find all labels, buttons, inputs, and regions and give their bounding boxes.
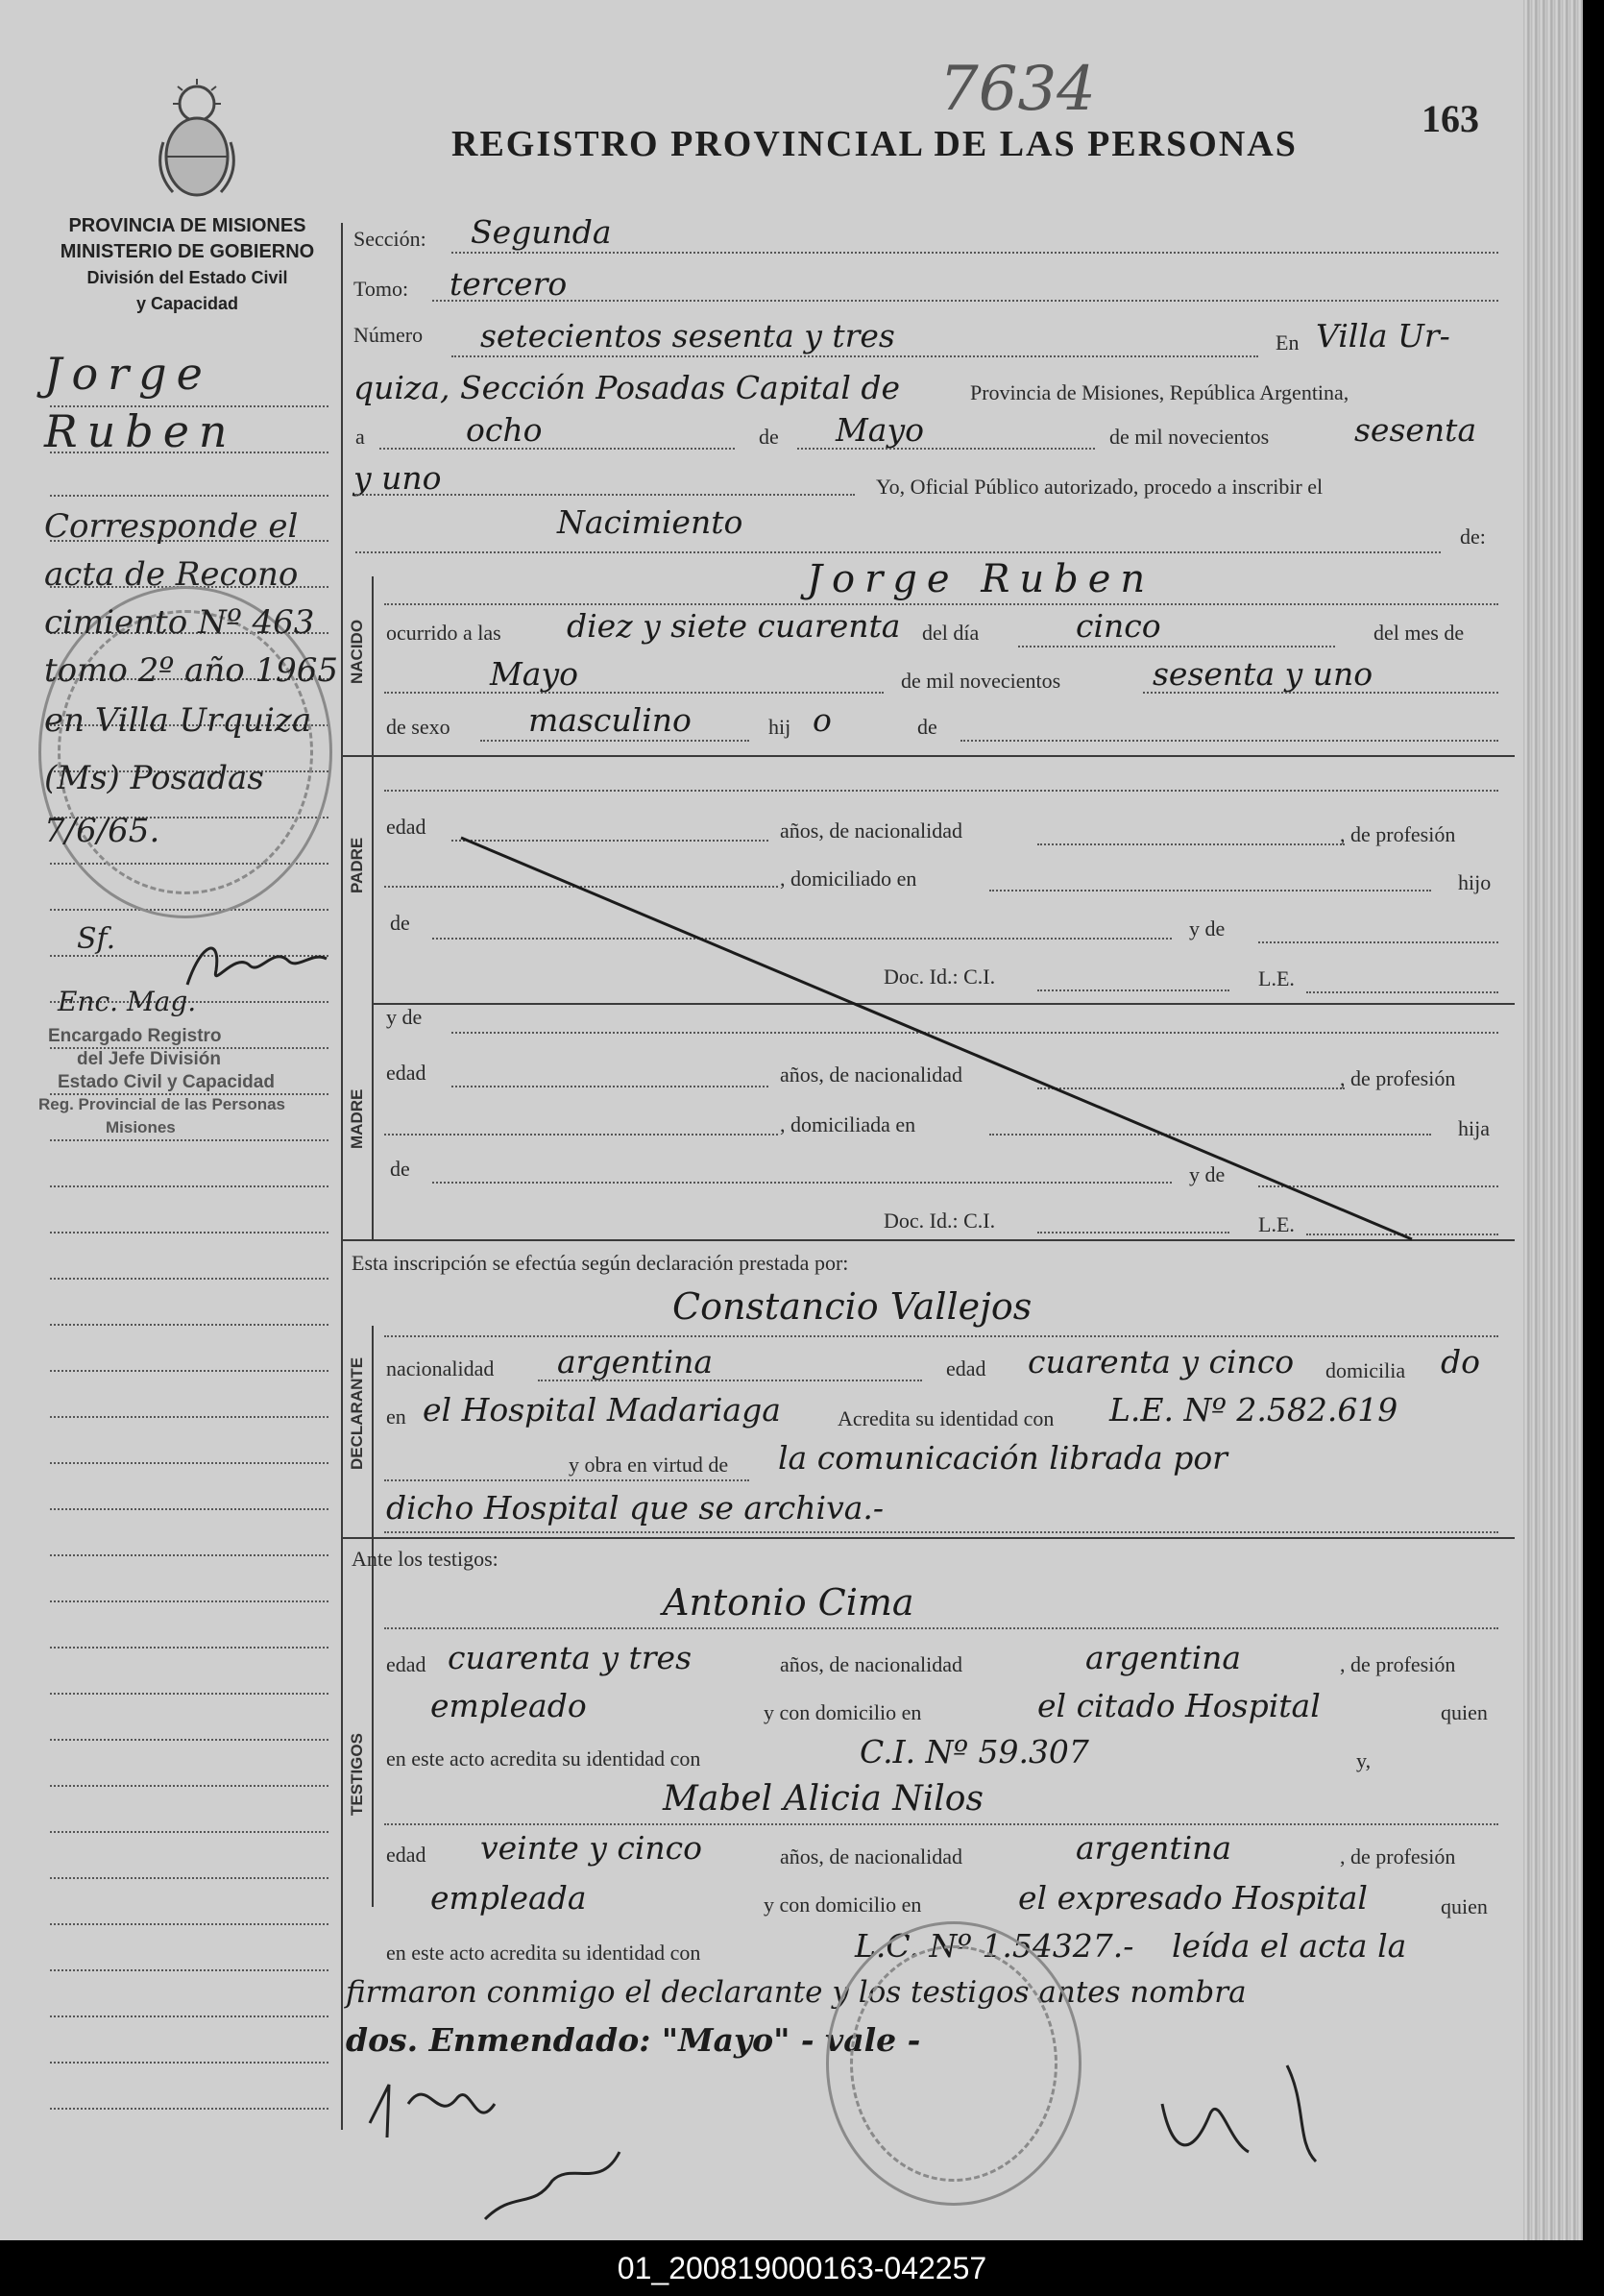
margin-stamp-2: del Jefe División bbox=[77, 1049, 221, 1069]
t1-prof-value: empleado bbox=[430, 1687, 587, 1724]
cierre-2: firmaron conmigo el declarante y los testigos antes nombra bbox=[346, 1975, 1247, 2010]
t2-quien-label: quien bbox=[1441, 1894, 1488, 1918]
seccion-value: Segunda bbox=[471, 213, 612, 251]
t2-doc-value: L.C. Nº 1.54327.- bbox=[855, 1927, 1134, 1965]
del-mes-label: del mes de bbox=[1373, 621, 1465, 645]
declarante-name: Constancio Vallejos bbox=[672, 1285, 1033, 1328]
obra-value-2: dicho Hospital que se archiva.- bbox=[386, 1489, 885, 1527]
padre-edad-label: edad bbox=[386, 815, 426, 839]
margin-sig-abbrev-2: Enc. Mag. bbox=[58, 986, 197, 1017]
margin-stamp-1: Encargado Registro bbox=[48, 1026, 222, 1046]
en-value-2: quiza, Sección Posadas Capital de bbox=[353, 369, 901, 406]
nacido-divider bbox=[343, 755, 1515, 757]
organization-block bbox=[38, 213, 336, 317]
padre-de-label: de bbox=[390, 911, 410, 935]
testigos-intro: Ante los testigos: bbox=[352, 1547, 498, 1571]
mil-label: de mil novecientos bbox=[1109, 425, 1270, 449]
en-value: Villa Ur- bbox=[1316, 317, 1450, 354]
nacionalidad-label: nacionalidad bbox=[386, 1356, 495, 1380]
form-left-border bbox=[341, 223, 343, 2130]
t1-acredita-label: en este acto acredita su identidad con bbox=[386, 1746, 701, 1771]
madre-de-label: de bbox=[390, 1157, 410, 1181]
nacionalidad-value: argentina bbox=[557, 1343, 714, 1380]
t1-edad-label: edad bbox=[386, 1652, 426, 1676]
madre-hija-label: hija bbox=[1458, 1116, 1490, 1140]
numero-label: Número bbox=[353, 323, 424, 347]
sexo-value: masculino bbox=[528, 701, 692, 739]
t2-edad-value: veinte y cinco bbox=[480, 1829, 703, 1867]
margin-stamp-3: Estado Civil y Capacidad bbox=[58, 1072, 275, 1092]
footer-caption: 01_200819000163-042257 bbox=[0, 2240, 1604, 2296]
nombre-value: Jorge Ruben bbox=[807, 557, 1155, 601]
cancel-strike bbox=[451, 826, 1422, 1249]
nac-de-label: de bbox=[917, 715, 937, 739]
dec-en-label: en bbox=[386, 1404, 406, 1429]
sexo-label: de sexo bbox=[386, 715, 450, 739]
t2-dom-value: el expresado Hospital bbox=[1018, 1879, 1368, 1917]
margin-sig-abbrev-1: Sf. bbox=[77, 922, 116, 956]
cierre-3: dos. Enmendado: "Mayo" - vale - bbox=[346, 2021, 921, 2059]
madre-le-label: L.E. bbox=[1258, 1212, 1295, 1236]
margin-note-3: cimiento Nº 463 bbox=[44, 603, 315, 642]
margin-note-7: 7/6/65. bbox=[44, 812, 160, 850]
obra-value: la comunicación librada por bbox=[778, 1439, 1227, 1477]
madre-domiciliada-label: , domiciliada en bbox=[780, 1112, 916, 1136]
declarante-side-label: DECLARANTE bbox=[348, 1356, 366, 1470]
madre-yde-top-label: y de bbox=[386, 1005, 423, 1029]
t2-acredita-label: en este acto acredita su identidad con bbox=[386, 1941, 701, 1965]
t1-nac-value: argentina bbox=[1085, 1639, 1242, 1676]
domicilia-value: do bbox=[1441, 1343, 1480, 1380]
en-label: En bbox=[1276, 330, 1300, 354]
official-seal-inner bbox=[850, 1945, 1057, 2182]
margin-name-1: Jorge bbox=[44, 348, 212, 400]
org-line1: PROVINCIA DE MISIONES bbox=[68, 215, 306, 236]
testigo2-name: Mabel Alicia Nilos bbox=[663, 1779, 984, 1819]
t1-anios-label: años, de nacionalidad bbox=[780, 1652, 962, 1676]
padre-hijo-label: hijo bbox=[1458, 870, 1492, 894]
a-value: ocho bbox=[466, 411, 543, 449]
hora-value: diez y siete cuarenta bbox=[567, 607, 901, 645]
margin-note-6: (Ms) Posadas bbox=[44, 759, 264, 797]
testigos-side-label: TESTIGOS bbox=[348, 1733, 366, 1816]
declarante-divider bbox=[343, 1537, 1515, 1539]
padre-profesion-label: , de profesión bbox=[1340, 822, 1456, 846]
tomo-label: Tomo: bbox=[353, 277, 409, 301]
t2-edad-label: edad bbox=[386, 1843, 426, 1867]
acto-value: Nacimiento bbox=[557, 503, 743, 541]
nac-mes-value: Mayo bbox=[490, 655, 578, 693]
org-line4: y Capacidad bbox=[135, 294, 239, 313]
stamped-number: 7634 bbox=[939, 54, 1096, 125]
margin-note-4: tomo 2º año 1965 bbox=[44, 651, 339, 690]
madre-yde-label: y de bbox=[1189, 1162, 1226, 1186]
t1-domicilio-label: y con domicilio en bbox=[764, 1700, 922, 1724]
margin-stamp-5: Misiones bbox=[106, 1118, 176, 1136]
t1-edad-value: cuarenta y tres bbox=[448, 1639, 693, 1676]
tomo-value: tercero bbox=[450, 265, 568, 303]
dec-edad-label: edad bbox=[946, 1356, 986, 1380]
anio-value-2: y uno bbox=[353, 459, 442, 497]
coat-of-arms-icon bbox=[154, 75, 240, 200]
ocurrido-label: ocurrido a las bbox=[386, 621, 501, 645]
dec-edad-value: cuarenta y cinco bbox=[1028, 1343, 1295, 1380]
acredita-value: L.E. Nº 2.582.619 bbox=[1109, 1391, 1398, 1429]
t1-dom-value: el citado Hospital bbox=[1037, 1687, 1321, 1724]
t1-y-label: y, bbox=[1356, 1748, 1372, 1772]
madre-side-label: MADRE bbox=[348, 1088, 366, 1149]
acredita-label: Acredita su identidad con bbox=[838, 1406, 1055, 1430]
dia-value: cinco bbox=[1076, 607, 1161, 645]
a-label: a bbox=[355, 425, 365, 449]
margin-stamp-4: Reg. Provincial de las Personas bbox=[38, 1095, 286, 1113]
dec-en-value: el Hospital Madariaga bbox=[423, 1391, 781, 1429]
de-label: de bbox=[759, 425, 779, 449]
padre-le-label: L.E. bbox=[1258, 966, 1295, 990]
t2-anios-label: años, de nacionalidad bbox=[780, 1844, 962, 1869]
seccion-label: Sección: bbox=[353, 227, 426, 251]
section-bar-upper bbox=[372, 576, 374, 1239]
de2-label: de: bbox=[1460, 525, 1486, 549]
madre-edad-label: edad bbox=[386, 1061, 426, 1085]
yo-text: Yo, Oficial Público autorizado, procedo a inscribir el bbox=[876, 475, 1324, 499]
cierre-1: leída el acta la bbox=[1172, 1927, 1407, 1965]
section-bar-lower bbox=[372, 1326, 374, 1907]
numero-value: setecientos sesenta y tres bbox=[480, 317, 895, 354]
page-number: 163 bbox=[1422, 97, 1479, 140]
t2-nac-value: argentina bbox=[1076, 1829, 1232, 1867]
nacido-side-label: NACIDO bbox=[348, 619, 366, 684]
padre-domiciliado-label: , domiciliado en bbox=[780, 867, 917, 891]
padre-side-label: PADRE bbox=[348, 837, 366, 893]
hij-label: hij bbox=[768, 715, 791, 739]
domicilia-label: domicilia bbox=[1325, 1358, 1406, 1382]
nac-anio-value: sesenta y uno bbox=[1153, 655, 1373, 693]
madre-doc-label: Doc. Id.: C.I. bbox=[884, 1209, 996, 1233]
page-title: REGISTRO PROVINCIAL DE LAS PERSONAS bbox=[451, 124, 1298, 164]
provincia-text: Provincia de Misiones, República Argentina, bbox=[970, 380, 1349, 404]
margin-note-2: acta de Recono bbox=[44, 555, 299, 594]
anio-value: sesenta bbox=[1354, 411, 1477, 449]
signature-official bbox=[1133, 2046, 1373, 2181]
margin-signature bbox=[182, 932, 336, 999]
t2-prof-value: empleada bbox=[430, 1879, 587, 1917]
page-edge bbox=[1523, 0, 1583, 2240]
del-dia-label: del día bbox=[922, 621, 980, 645]
signature-declarante bbox=[351, 2046, 639, 2229]
t1-doc-value: C.I. Nº 59.307 bbox=[860, 1733, 1089, 1771]
t1-quien-label: quien bbox=[1441, 1700, 1488, 1724]
margin-note-1: Corresponde el bbox=[44, 507, 299, 546]
testigo1-name: Antonio Cima bbox=[663, 1581, 914, 1624]
org-line2: MINISTERIO DE GOBIERNO bbox=[60, 241, 315, 262]
padre-yde-label: y de bbox=[1189, 916, 1226, 940]
hij-value: o bbox=[813, 701, 832, 739]
mes-value: Mayo bbox=[836, 411, 924, 449]
madre-anios-label: años, de nacionalidad bbox=[780, 1063, 962, 1087]
madre-profesion-label: , de profesión bbox=[1340, 1066, 1456, 1090]
t2-domicilio-label: y con domicilio en bbox=[764, 1893, 922, 1917]
declaracion-intro: Esta inscripción se efectúa según declaración prestada por: bbox=[352, 1251, 849, 1275]
padre-doc-label: Doc. Id.: C.I. bbox=[884, 965, 996, 989]
t1-profesion-label: , de profesión bbox=[1340, 1652, 1456, 1676]
nac-mil-label: de mil novecientos bbox=[901, 669, 1061, 693]
obra-label: y obra en virtud de bbox=[569, 1453, 729, 1477]
t2-profesion-label: , de profesión bbox=[1340, 1844, 1456, 1869]
padre-anios-label: años, de nacionalidad bbox=[780, 818, 962, 843]
org-line3: División del Estado Civil bbox=[86, 268, 288, 287]
margin-name-2: Ruben bbox=[44, 405, 237, 457]
margin-note-5: en Villa Urquiza bbox=[44, 701, 312, 740]
